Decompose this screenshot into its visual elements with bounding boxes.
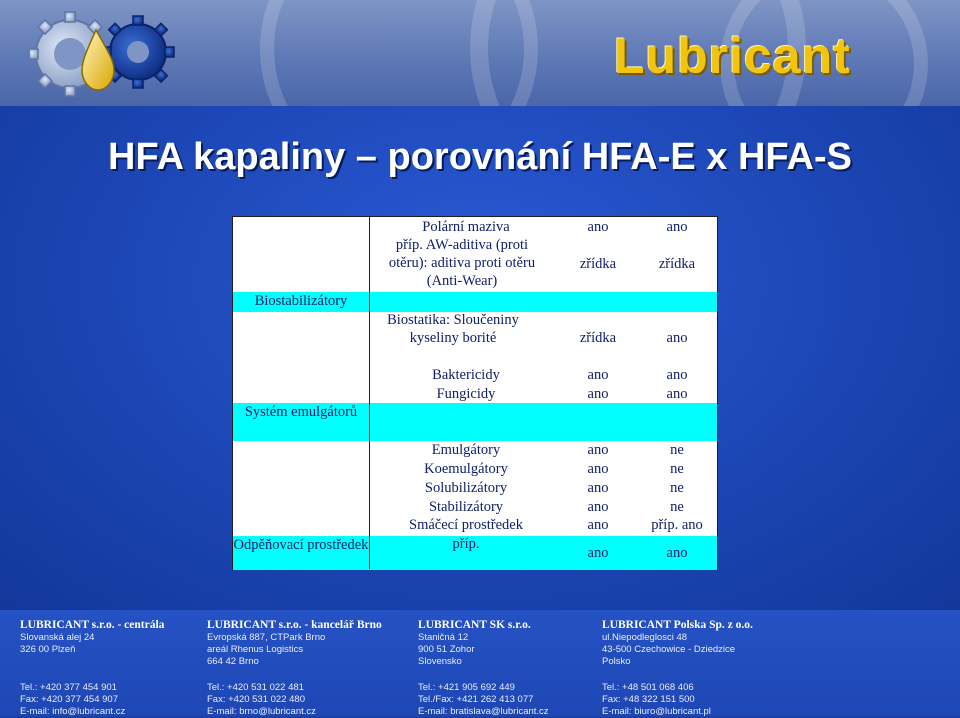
- table-row-item: příp. AW-aditiva (proti otěru): aditiva proti otěru (Anti-Wear): [388, 237, 536, 289]
- category-odpenovaci-prostredek: Odpěňovací prostředek: [233, 537, 369, 553]
- office-name: LUBRICANT s.r.o. - kancelář Brno: [207, 619, 382, 631]
- office-tel: Tel.: +48 501 068 406: [602, 682, 694, 693]
- office-name: LUBRICANT Polska Sp. z o.o.: [602, 619, 753, 631]
- table-cell-hfa-e: ano: [587, 386, 609, 402]
- table-cell-hfa-s: ano: [666, 545, 688, 561]
- office-address: 326 00 Plzeň: [20, 644, 76, 655]
- page-title: HFA kapaliny – porovnání HFA-E x HFA-S: [108, 136, 852, 178]
- office-email[interactable]: E-mail: biuro@lubricant.pl: [602, 706, 711, 717]
- comparison-table: [232, 216, 718, 570]
- column-divider: [369, 217, 370, 569]
- table-cell-hfa-e: ano: [587, 367, 609, 383]
- gears-oil-drop-icon: [30, 8, 180, 100]
- table-row-item: Koemulgátory: [424, 461, 508, 477]
- table-row-item: Biostatika: Sloučeniny kyseliny borité: [387, 312, 519, 346]
- table-cell-hfa-e: ano: [587, 517, 609, 533]
- table-cell-hfa-s: ano: [666, 386, 688, 402]
- table-cell-hfa-e: ano: [587, 545, 609, 561]
- office-address: 664 42 Brno: [207, 656, 259, 667]
- office-address: 900 51 Zohor: [418, 644, 475, 655]
- office-address: Evropská 887, CTPark Brno: [207, 632, 326, 643]
- office-fax: Fax: +48 322 151 500: [602, 694, 695, 705]
- office-tel: Tel.: +421 905 692 449: [418, 682, 515, 693]
- table-cell-hfa-s: ne: [670, 461, 684, 477]
- table-cell-hfa-s: ano: [666, 367, 688, 383]
- table-cell-hfa-s: ne: [670, 480, 684, 496]
- office-tel: Tel.: +420 531 022 481: [207, 682, 304, 693]
- office-brno: [207, 618, 397, 717]
- table-row-item: Smáčecí prostředek: [409, 517, 523, 533]
- table-cell-hfa-e: ano: [587, 219, 609, 235]
- office-address: areál Rhenus Logistics: [207, 644, 304, 655]
- office-fax: Fax: +420 377 454 907: [20, 694, 118, 705]
- office-tel: Tel.: +420 377 454 901: [20, 682, 117, 693]
- category-biostabilizatory: Biostabilizátory: [254, 293, 348, 309]
- table-cell-hfa-e: ano: [587, 461, 609, 477]
- brand-logo-text: Lubricant: [614, 28, 851, 84]
- table-cell-hfa-s: ano: [666, 219, 688, 235]
- office-email[interactable]: E-mail: info@lubricant.cz: [20, 706, 126, 717]
- header-band: [0, 0, 960, 106]
- table-row-item: Fungicidy: [436, 386, 496, 402]
- table-cell-hfa-e: ano: [587, 480, 609, 496]
- office-address: ul.Niepodleglosci 48: [602, 632, 688, 643]
- office-address: Slovanská alej 24: [20, 632, 95, 643]
- category-system-emulgatoru: Systém emulgátorů: [244, 404, 358, 420]
- office-fax: Tel./Fax: +421 262 413 077: [418, 694, 534, 705]
- table-cell-hfa-e: zřídka: [579, 256, 617, 272]
- table-row-item: Emulgátory: [431, 442, 501, 458]
- table-cell-hfa-e: ano: [587, 499, 609, 515]
- table-row-item: Stabilizátory: [428, 499, 504, 515]
- office-name: LUBRICANT SK s.r.o.: [418, 619, 531, 631]
- office-address: Slovensko: [418, 656, 462, 667]
- table-cell-hfa-s: příp. ano: [651, 517, 703, 533]
- table-cell-hfa-e: zřídka: [579, 330, 617, 346]
- footer-contacts: [0, 610, 960, 716]
- office-fax: Fax: +420 531 022 480: [207, 694, 305, 705]
- table-row-item: Solubilizátory: [424, 480, 508, 496]
- office-address: 43-500 Czechowice - Dziedzice: [602, 644, 736, 655]
- office-zohor: [418, 618, 608, 717]
- table-cell-hfa-s: ne: [670, 442, 684, 458]
- table-row-item: Polární maziva: [422, 219, 510, 235]
- table-cell-hfa-e: ano: [587, 442, 609, 458]
- office-address: Polsko: [602, 656, 631, 667]
- office-email[interactable]: E-mail: bratislava@lubricant.cz: [418, 706, 549, 717]
- office-czechowice: [602, 618, 792, 717]
- office-plzen: [20, 618, 210, 717]
- table-cell-hfa-s: ano: [666, 330, 688, 346]
- table-cell-hfa-s: ne: [670, 499, 684, 515]
- table-row-item: Baktericidy: [432, 367, 500, 383]
- office-email[interactable]: E-mail: brno@lubricant.cz: [207, 706, 316, 717]
- office-name: LUBRICANT s.r.o. - centrála: [20, 619, 165, 631]
- table-cell-hfa-s: zřídka: [658, 256, 696, 272]
- table-row-item: příp.: [452, 536, 480, 552]
- office-address: Staničná 12: [418, 632, 469, 643]
